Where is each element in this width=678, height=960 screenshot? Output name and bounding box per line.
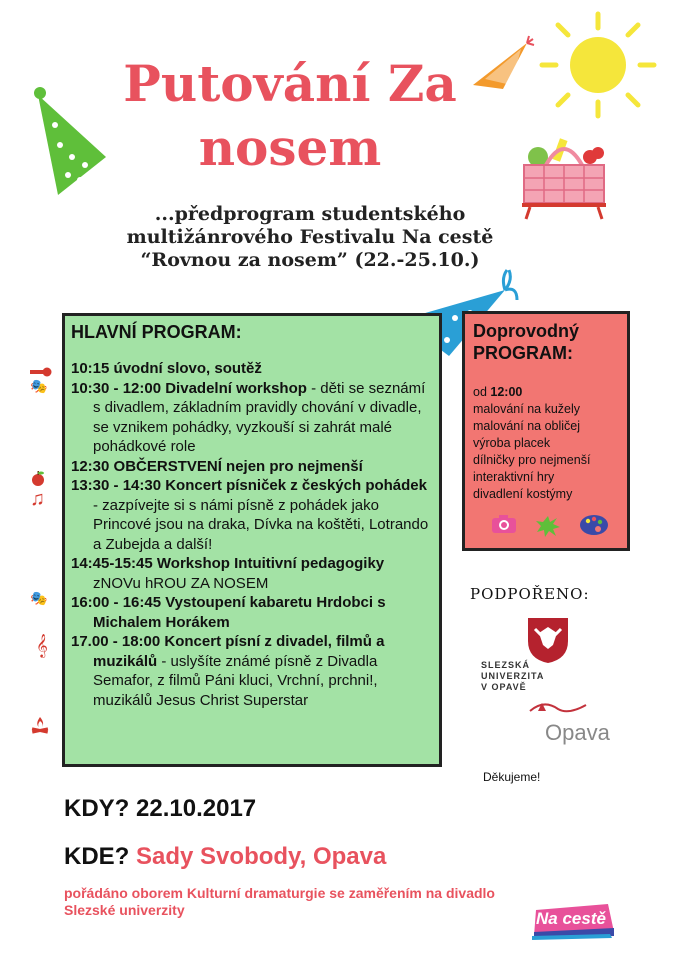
side-program-line: malování na obličej [473,419,581,433]
program-item [71,632,431,710]
side-program-line: výroba placek [473,436,551,450]
side-program-heading [473,320,619,364]
program-item-title: 10:30 - 12:00 Divadelní workshop [71,379,307,397]
festival-logo [530,902,616,938]
program-item-description: zNOVu hROU ZA NOSEM [93,574,269,592]
side-program-line: interaktivní hry [473,470,555,484]
where-line [64,843,386,871]
side-program-box [462,311,630,551]
side-heading-line-2: PROGRAM: [473,343,573,363]
program-item-title: 13:30 - 14:30 Koncert písniček z českých pohádek [71,477,427,494]
sun-icon [538,10,658,120]
university-line-2: UNIVERZITA [481,671,545,681]
when-label: KDY? [64,795,130,822]
where-label: KDE? [64,843,130,870]
subtitle-line-3: “Rovnou za nosem” (22.-25.10.) [140,249,480,271]
program-item-title: 10:15 úvodní slovo, soutěž [71,360,262,377]
festival-logo-text: Na cestě [536,909,606,928]
opava-logo: Opava [545,720,610,745]
university-line-3: V OPAVĚ [481,682,527,692]
program-item [71,554,431,593]
subtitle-line-2: multižánrového Festivalu Na cestě [126,226,494,248]
side-intro-prefix: od [473,385,491,399]
side-program-line: malování na kužely [473,402,581,416]
subtitle-line-1: ...předprogram studentského [154,203,466,225]
program-item [71,379,431,457]
side-intro-time: 12:00 [490,385,523,399]
palette-icon [579,514,609,536]
organizer-line-2: Slezské univerzity [64,902,185,918]
organizer-line-1: pořádáno oborem Kulturní dramaturgie se zaměřením na divadlo [64,885,495,901]
paint-splash-icon [535,514,561,538]
campfire-icon [30,715,50,740]
main-program-box [62,313,442,767]
music-note-icon: ♫ [30,488,45,510]
camera-icon [491,514,517,534]
program-item [71,476,431,554]
title-line-2: nosem [198,118,382,177]
program-item-description: - děti se seznámí s divadlem, základním pravidly chování v divadle, se vznikem pohádky, vyzkouší si zahrát malé pohádkové role [93,379,426,455]
program-item-title: 14:45-15:45 Workshop Intuitivní pedagogiky [71,555,385,572]
side-program-line: dílničky pro nejmenší [473,453,591,467]
subtitle [60,203,560,272]
program-item [71,359,431,379]
thanks-text: Děkujeme! [483,770,541,784]
main-program-list [71,359,431,710]
theatre-masks-icon: 🎭 [30,378,48,394]
title-line-1: Putování Za [123,54,457,113]
theatre-masks-icon: 🎭 [30,590,48,606]
side-icons [491,514,609,538]
main-program-heading: HLAVNÍ PROGRAM: [71,322,242,342]
treble-clef-icon: 𝄞 [36,635,48,657]
side-heading-line-1: Doprovodný [473,321,579,341]
when-value: 22.10.2017 [136,795,257,822]
program-item-description: - zazpívejte si s námi písně z pohádek jako Princové jsou na draka, Dívka na koštěti, Lotrando a Zubejda a další! [93,496,429,553]
side-program-list [473,401,619,503]
where-value: Sady Svobody, Opava [136,843,387,870]
program-item [71,457,431,477]
program-item-description: - uslyšíte známé písně z Divadla Semafor, z filmů Páni kluci, Vrchní, prchni!, muzikálů Jesus Christ Superstar [93,652,378,709]
side-program-intro [473,384,619,401]
program-item-title: 16:00 - 16:45 Vystoupení kabaretu Hrdobci s Michalem Horákem [71,594,386,631]
program-item [71,593,431,632]
university-line-1: SLEZSKÁ [481,660,531,670]
university-logo-text [481,660,544,693]
university-crest-icon [525,615,571,665]
opava-logo-mark-icon [528,697,588,719]
program-item-title: 17.00 - 18:00 Koncert písní z divadel, filmů a muzikálů [71,633,385,670]
side-program-line: divadlení kostýmy [473,487,573,501]
organizer-note [64,885,534,919]
program-item-title: 12:30 OBČERSTVENÍ nejen pro nejmenší [71,457,363,475]
support-heading: PODPOŘENO: [470,585,590,603]
when-line [64,795,256,823]
page-title [70,55,510,177]
